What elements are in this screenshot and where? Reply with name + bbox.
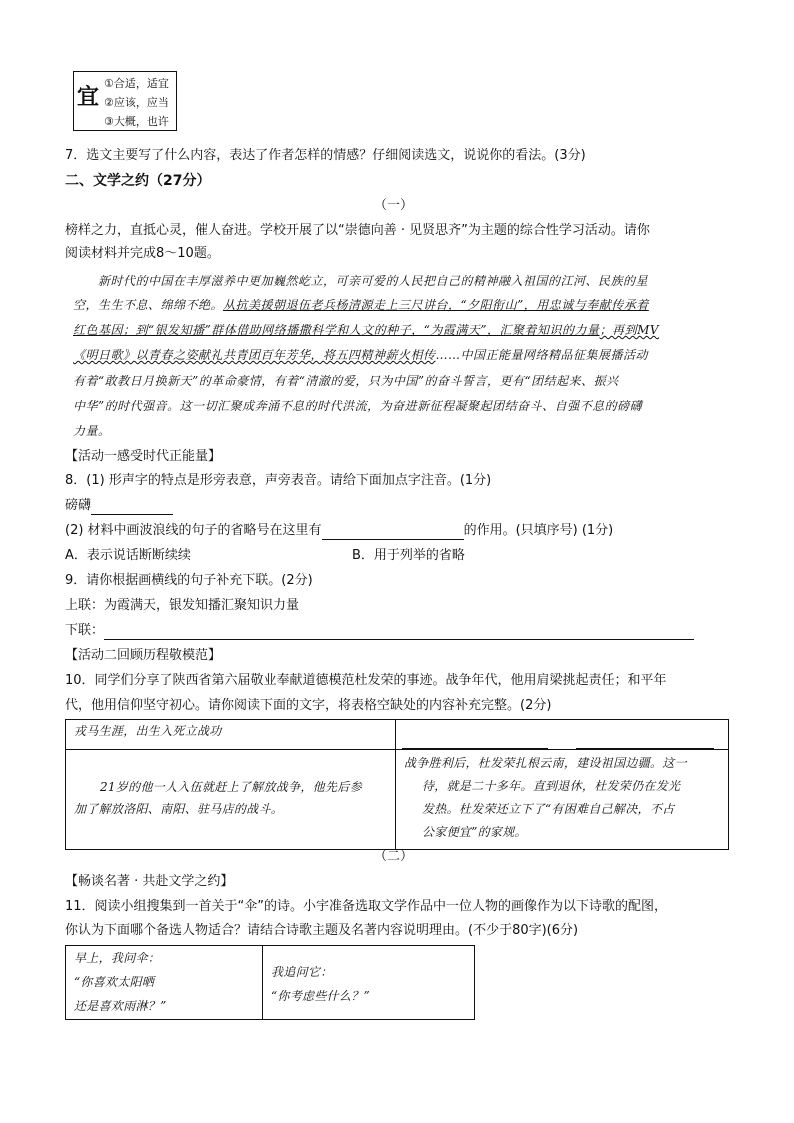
- poem-right-line-2: “你考虑些什么？”: [271, 989, 370, 1003]
- poem-right-line-1: 我追问它：: [271, 965, 333, 979]
- poem-left-line-3: 还是喜欢雨淋？”: [74, 999, 167, 1013]
- part-two-label: （二）: [374, 849, 414, 864]
- table-10: [65, 719, 729, 850]
- poem-left-line-2: “你喜欢太阳晒: [74, 975, 155, 989]
- underlined-sentence-part-3: ；到“银发知播”群体借助网络播撒科学和人文的种子，“为霞满天”，汇聚着知识的力量: [123, 323, 600, 337]
- activity-three-heading: 【畅谈名著 · 共赴文学之约】: [65, 874, 234, 889]
- poem-left-cell: [66, 946, 263, 1020]
- definition-char: 宜: [77, 84, 100, 110]
- table-10-body-left: 21岁的他一人入伍就赶上了解放战争，他先后参 加了解放洛阳、南阳、驻马店的战斗。: [66, 750, 396, 850]
- poem-left-line-1: 早上，我问伞：: [74, 951, 161, 965]
- table-10-body-right: 战争胜利后，杜发荣扎根云南，建设祖国边疆。这一 待，就是二十多年。直到退休，杜发荣仍在发光 发热。杜发荣还立下了“有困难自己解决，不占 公家便宜”的家规。: [396, 750, 729, 850]
- definition-box: [73, 71, 177, 131]
- material-line-1: 新时代的中国在丰厚滋养中更加巍然屹立，可亲可爱的人民把自己的精神融入祖国的江河、民族的星: [98, 274, 649, 288]
- couplet-upper: 上联：为霞满天，银发知播汇聚知识力量: [65, 598, 300, 613]
- activity-one-heading: 【活动一感受时代正能量】: [65, 449, 222, 464]
- section-title: 二、文学之约（27分）: [65, 173, 211, 189]
- definition-meaning-1: ①合适，适宜: [104, 77, 169, 90]
- poem-right-cell: [263, 946, 475, 1020]
- underlined-sentence-part-1: 从抗美援朝退伍老兵杨清源走上三尺讲台，“夕阳衔山”，用忠诚与奉献传承着: [223, 298, 649, 312]
- question-8-1: 8．(1) 形声字的特点是形旁表意，声旁表音。请给下面加点字注音。(1分): [65, 473, 492, 488]
- question-7: 7．选文主要写了什么内容，表达了作者怎样的情感？仔细阅读选文，说说你的看法。(3分): [65, 148, 586, 163]
- material-line-2: 空，生生不息、绵绵不绝。从抗美援朝退伍老兵杨清源走上三尺讲台，“夕阳衔山”，用忠诚与奉献传承着: [73, 298, 649, 312]
- part-one-label: （一）: [374, 198, 414, 213]
- question-9: 9．请你根据画横线的句子补充下联。(2分): [65, 573, 313, 588]
- couplet-lower: 下联：: [65, 622, 694, 640]
- option-a: A．表示说话断断续续: [65, 548, 191, 563]
- option-b: B．用于列举的省略: [352, 548, 465, 563]
- wavy-sentence-part-1: ；再到MV: [599, 323, 660, 337]
- wavy-sentence-part-2: 《明日歌》以青春之姿献礼共青团百年芳华，将五四精神薪火相传: [73, 348, 436, 362]
- material-line-7: 力量。: [73, 424, 111, 438]
- poem-table: [65, 945, 475, 1020]
- question-8-2: (2) 材料中画波浪线的句子的省略号在这里有 的作用。(只填序号) (1分): [65, 523, 614, 538]
- underlined-sentence-part-2: 红色基因: [73, 323, 124, 337]
- definition-meaning-3: ③大概，也许: [104, 115, 169, 128]
- material-line-5: 有着“敢教日月换新天”的革命豪情，有着“清澈的爱，只为中国”的奋斗誓言，更有“团结起来、振兴: [73, 374, 619, 388]
- material-line-4: 《明日歌》以青春之姿献礼共青团百年芳华，将五四精神薪火相传……中国正能量网络精品征集展播活动: [73, 348, 649, 362]
- table-10-header-right: [396, 720, 729, 750]
- question-11-line-2: 你认为下面哪个备选人物适合？请结合诗歌主题及名著内容说明理由。(不少于80字)(6分): [65, 923, 579, 938]
- table-10-header-left: 戎马生涯，出生入死立战功: [66, 720, 396, 750]
- question-10-line-2: 代，他用信仰坚守初心。请你阅读下面的文字，将表格空缺处的内容补充完整。(2分): [65, 698, 552, 713]
- table-answer-blank-1[interactable]: [402, 746, 548, 749]
- definition-meaning-2: ②应该，应当: [104, 96, 169, 109]
- question-8-word: 磅礴: [65, 497, 173, 515]
- material-line-6: 中华”的时代强音。这一切汇聚成奔涌不息的时代洪流，为奋进新征程凝聚起团结奋斗、自强不息的磅礴: [73, 399, 643, 413]
- ellipsis-answer-blank[interactable]: [322, 525, 464, 540]
- question-11-line-1: 11．阅读小组搜集到一首关于“伞”的诗。小宇准备选取文学作品中一位人物的画像作为以下诗歌的配图，: [65, 899, 668, 914]
- material-line-3: [73, 321, 659, 339]
- activity-two-heading: 【活动二回顾历程敬模范】: [65, 648, 222, 663]
- question-10-line-1: 10．同学们分享了陕西省第六届敬业奉献道德模范杜发荣的事迹。战争年代，他用肩梁挑起责任；和平年: [65, 673, 667, 688]
- pinyin-answer-blank[interactable]: [91, 500, 173, 515]
- table-answer-blank-2[interactable]: [576, 746, 714, 749]
- intro-line-1: 榜样之力，直抵心灵，催人奋进。学校开展了以“崇德向善 · 见贤思齐”为主题的综合性学习活动。请你: [65, 223, 650, 238]
- couplet-answer-blank[interactable]: [104, 625, 694, 640]
- intro-line-2: 阅读材料并完成8～10题。: [65, 246, 220, 261]
